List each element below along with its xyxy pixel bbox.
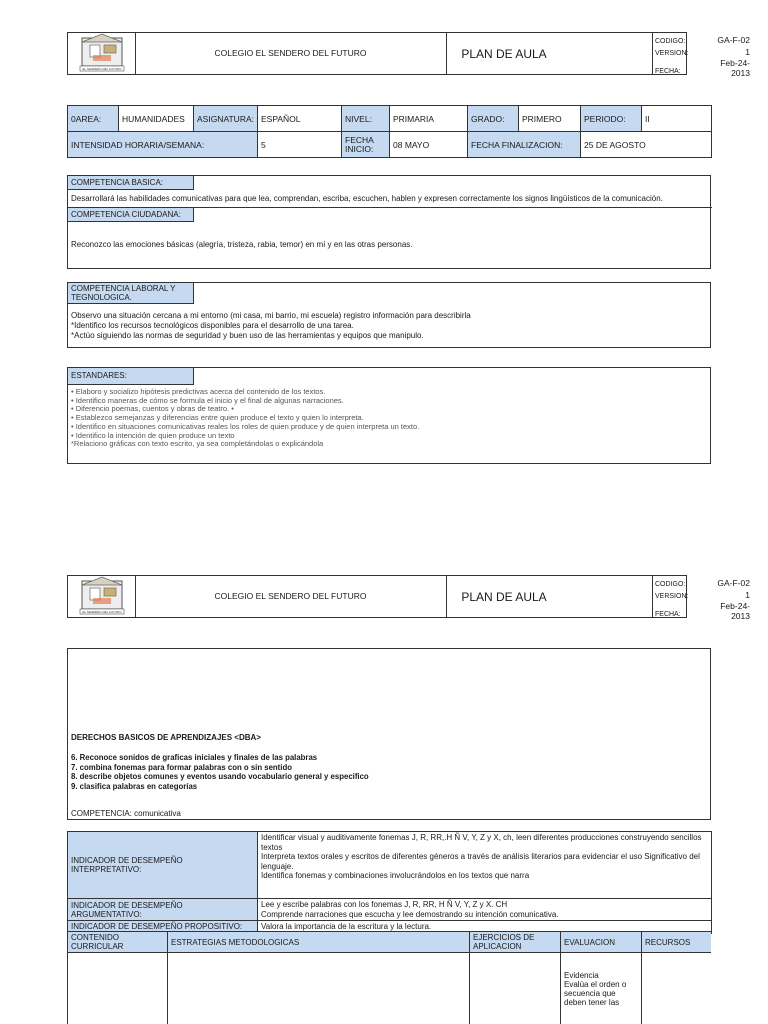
header-contenido: CONTENIDO CURRICULAR bbox=[68, 932, 168, 953]
school-name: COLEGIO EL SENDERO DEL FUTURO bbox=[135, 576, 447, 617]
laboral-line: *Identifico los recursos tecnológicos disponibles para el desarrollo de una tarea. bbox=[71, 321, 354, 330]
header-estrategias: ESTRATEGIAS METODOLOGICAS bbox=[168, 932, 470, 953]
logo-caption: EL SENDERO DEL FUTURO bbox=[82, 67, 122, 71]
nivel-label: NIVEL: bbox=[342, 106, 390, 132]
form-header bbox=[67, 32, 750, 78]
plan-title: PLAN DE AULA bbox=[356, 576, 653, 617]
estandares-box bbox=[67, 367, 711, 464]
fecha-fin-value: 25 DE AGOSTO bbox=[581, 132, 712, 158]
dba-item: 9. clasifica palabras en categorías bbox=[71, 781, 198, 791]
interpretativo-label: INDICADOR DE DESEMPEÑO INTERPRETATIVO: bbox=[68, 832, 258, 899]
periodo-label: PERIODO: bbox=[581, 106, 642, 132]
competencia-basica-text: Desarrollará las habilidades comunicativas para que lea, comprendan, escriba, escuchen, hablen y expresen correctamente los signos lingüísticos de la comunicación. bbox=[71, 194, 663, 203]
codigo-label: CODIGO: bbox=[655, 581, 686, 588]
propositivo-label: INDICADOR DE DESEMPEÑO PROPOSITIVO: bbox=[68, 921, 258, 934]
dba-title: DERECHOS BASICOS DE APRENDIZAJES <DBA> bbox=[71, 733, 261, 742]
school-logo bbox=[68, 576, 136, 617]
fecha-label: FECHA: bbox=[655, 68, 681, 75]
area-value: HUMANIDADES bbox=[119, 106, 194, 132]
version-value: 1 bbox=[745, 47, 750, 57]
area-label: 0AREA: bbox=[68, 106, 119, 132]
competencia-laboral-label: COMPETENCIA LABORAL Y TEGNOLOGICA. bbox=[68, 283, 194, 304]
version-label: VERSION: bbox=[655, 50, 689, 57]
version-value: 1 bbox=[745, 590, 750, 600]
plan-title: PLAN DE AULA bbox=[356, 33, 653, 74]
competencia-basica-label: COMPETENCIA BASICA: bbox=[68, 176, 194, 190]
fecha-value: Feb-24-2013 bbox=[720, 601, 750, 621]
school-logo bbox=[68, 33, 136, 74]
info-table bbox=[67, 105, 711, 157]
interpretativo-line: Identificar visual y auditivamente fonemas J, R, RR,.H Ñ V, Y, Z y X, ch, leen diferentes producciones construyendo sencillos textos bbox=[261, 833, 702, 852]
estandares-label: ESTANDARES: bbox=[68, 368, 194, 385]
header-recursos: RECURSOS bbox=[642, 932, 712, 953]
grado-value: PRIMERO bbox=[519, 106, 581, 132]
propositivo-text: Valora la importancia de la escritura y la lectura. bbox=[258, 921, 712, 934]
plan-table bbox=[67, 931, 711, 1024]
nivel-value: PRIMARIA bbox=[390, 106, 468, 132]
cell-contenido bbox=[68, 953, 168, 1024]
argumentativo-line: Comprende narraciones que escucha y lee demostrando su intención comunicativa. bbox=[261, 909, 559, 919]
competencia-laboral-box bbox=[67, 282, 711, 348]
asignatura-value: ESPAÑOL bbox=[258, 106, 342, 132]
cell-recursos bbox=[642, 953, 712, 1024]
codigo-value: GA-F-02 bbox=[717, 35, 750, 45]
estandar-item: • Diferencio poemas, cuentos y obras de teatro. • bbox=[71, 404, 234, 414]
argumentativo-line: Lee y escribe palabras con los fonemas J, R, RR, H Ñ V, Y, Z y X. CH bbox=[261, 900, 508, 909]
fecha-label: FECHA: bbox=[655, 611, 681, 618]
laboral-line: *Actúo siguiendo las normas de seguridad y buen uso de las herramientas y equipos que manipulo. bbox=[71, 331, 424, 340]
cell-evaluacion: Evidencia Evalúa el orden o secuencia que deben tener las bbox=[561, 953, 642, 1024]
estandar-item: • Identifico maneras de cómo se formula el inicio y el final de algunas narraciones. bbox=[71, 395, 344, 405]
competencia-value: comunicativa bbox=[134, 809, 181, 818]
dba-item: 6. Reconoce sonidos de graficas iniciales y finales de las palabras bbox=[71, 753, 318, 762]
asignatura-label: ASIGNATURA: bbox=[194, 106, 258, 132]
fecha-value: Feb-24-2013 bbox=[720, 58, 750, 78]
cell-ejercicios bbox=[470, 953, 561, 1024]
estandar-item: • Identifico en situaciones comunicativas reales los roles de quien produce y de quien interpreta un texto. bbox=[71, 421, 420, 431]
competencia-label: COMPETENCIA: bbox=[71, 809, 132, 818]
estandar-item: • Identifico la intención de quien produce un texto bbox=[71, 430, 235, 440]
header-evaluacion: EVALUACION bbox=[561, 932, 642, 953]
version-label: VERSION: bbox=[655, 593, 689, 600]
estandar-item: • Establezco semejanzas y diferencias entre quien produce el texto y quien lo interpreta. bbox=[71, 413, 364, 423]
argumentativo-label: INDICADOR DE DESEMPEÑO ARGUMENTATIVO: bbox=[68, 899, 258, 921]
dba-item: 8. describe objetos comunes y eventos usando vocabulario general y especifico bbox=[71, 772, 369, 781]
codigo-label: CODIGO: bbox=[655, 38, 686, 45]
competencia-ciudadana-text: Reconozco las emociones básicas (alegría, tristeza, rabia, temor) en mí y en las otras personas. bbox=[71, 240, 413, 249]
logo-caption: EL SENDERO DEL FUTURO bbox=[82, 610, 122, 614]
header-ejercicios: EJERCICIOS DE APLICACION bbox=[470, 932, 561, 953]
intensidad-value: 5 bbox=[258, 132, 342, 158]
indicadores-table bbox=[67, 831, 711, 934]
school-name: COLEGIO EL SENDERO DEL FUTURO bbox=[135, 33, 447, 74]
fecha-inicio-value: 08 MAYO bbox=[390, 132, 468, 158]
estandar-item: • Elaboro y socializo hipótesis predictivas acerca del contenido de los textos. bbox=[71, 387, 326, 396]
codigo-value: GA-F-02 bbox=[717, 578, 750, 588]
cell-estrategias bbox=[168, 953, 470, 1024]
laboral-line: Observo una situación cercana a mi entorno (mi casa, mi barrio, mi escuela) registro información para describirla bbox=[71, 311, 471, 320]
intensidad-label: INTENSIDAD HORARIA/SEMANA: bbox=[68, 132, 258, 158]
periodo-value: II bbox=[642, 106, 712, 132]
interpretativo-line: Identifica fonemas y combinaciones involucrándolos en los textos que narra bbox=[261, 871, 530, 880]
competencia-ciudadana-label: COMPETENCIA CIUDADANA: bbox=[68, 208, 194, 222]
fecha-inicio-label: FECHA INICIO: bbox=[342, 132, 390, 158]
dba-item: 7. combina fonemas para formar palabras con o sin sentido bbox=[71, 762, 292, 772]
interpretativo-line: Interpreta textos orales y escritos de diferentes géneros a través de análisis literarios para evidenciar el uso Significativo del lenguaje. bbox=[261, 852, 700, 871]
dba-box bbox=[67, 648, 711, 820]
fecha-fin-label: FECHA FINALIZACION: bbox=[468, 132, 581, 158]
competencias-box bbox=[67, 175, 711, 269]
estandar-item: *Relaciono gráficas con texto escrito, ya sea completándolas o explicándola bbox=[71, 439, 324, 449]
form-header-page-2 bbox=[67, 575, 750, 621]
grado-label: GRADO: bbox=[468, 106, 519, 132]
